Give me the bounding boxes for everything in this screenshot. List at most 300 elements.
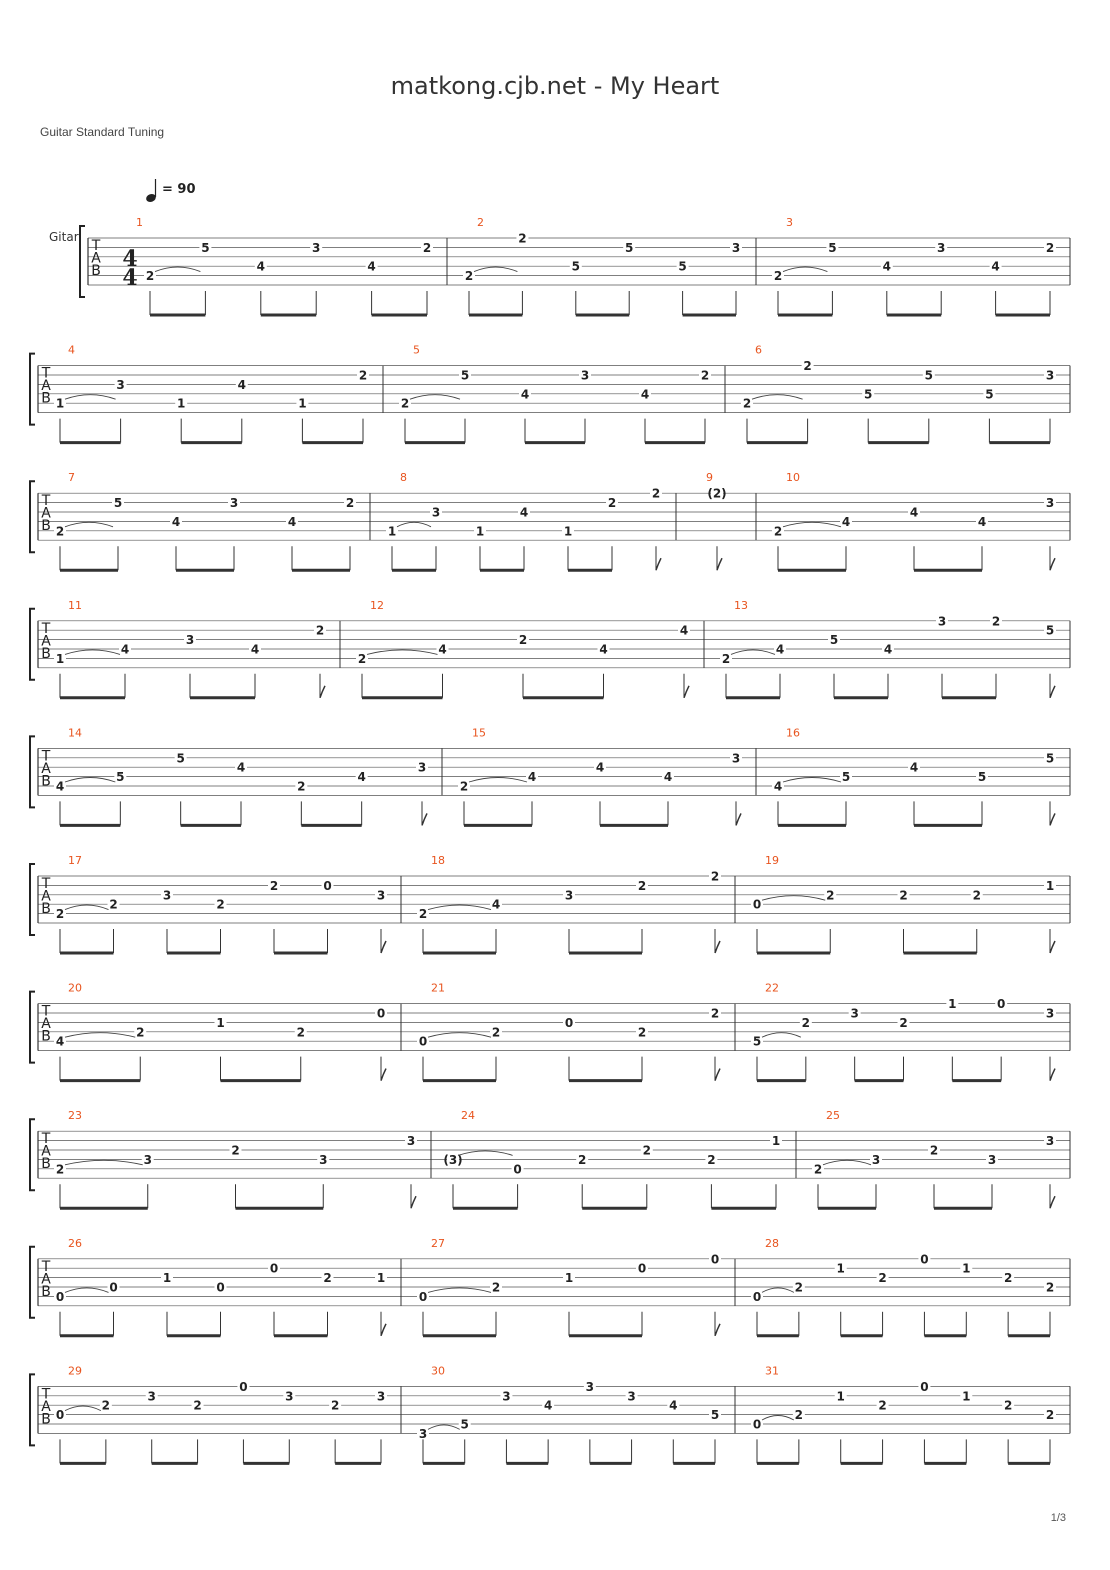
tie-arc: [65, 1033, 135, 1038]
fret-number: 1: [55, 651, 65, 666]
measure-number: 14: [68, 726, 82, 740]
fret-number: 5: [829, 633, 839, 648]
fret-number: 2: [607, 496, 617, 511]
measure-number: 5: [413, 343, 420, 357]
tie-arc: [65, 1160, 143, 1165]
fret-number: 0: [513, 1162, 522, 1177]
note-flag: [717, 558, 722, 570]
fret-number: 2: [358, 368, 368, 383]
fret-number: 4: [171, 514, 181, 529]
fret-number: 2: [55, 1162, 65, 1177]
tie-arc: [428, 905, 491, 910]
fret-number: 5: [460, 1417, 469, 1432]
measure-number: 1: [136, 216, 143, 229]
fret-number: 2: [136, 1025, 145, 1040]
fret-number: 2: [707, 1152, 716, 1167]
fret-number: 2: [813, 1162, 823, 1177]
fret-number: 2: [794, 1408, 804, 1423]
fret-number: 3: [285, 1389, 294, 1404]
fret-number: 5: [828, 240, 837, 255]
fret-number: 4: [775, 642, 785, 657]
tie-arc: [469, 778, 527, 783]
fret-number: 2: [578, 1152, 587, 1167]
fret-number: 0: [752, 1289, 762, 1304]
fret-number: 1: [387, 524, 397, 539]
measure-number: 25: [826, 1109, 840, 1123]
measure-number: 21: [431, 981, 445, 995]
measure-number: 31: [765, 1364, 779, 1378]
fret-number: 2: [700, 368, 710, 383]
fret-number: 4: [909, 760, 919, 775]
fret-number: 3: [1045, 1006, 1055, 1021]
fret-number: 2: [710, 1006, 720, 1021]
tab-clef-letter: B: [41, 1028, 51, 1045]
measure-number: 16: [786, 726, 800, 740]
system-bracket: [30, 736, 35, 807]
tab-clef-letter: A: [41, 1016, 51, 1033]
fret-number: 3: [731, 240, 741, 255]
system-bracket: [30, 992, 35, 1063]
fret-number: 0: [55, 1408, 65, 1423]
fret-number: 2: [459, 779, 469, 794]
fret-number: 2: [637, 878, 647, 893]
measure-number: 19: [765, 854, 779, 867]
fret-number: 5: [571, 259, 580, 274]
fret-number: 3: [312, 240, 321, 255]
fret-number: 2: [773, 524, 783, 539]
fret-number: 3: [731, 751, 741, 766]
fret-number: (2): [707, 486, 727, 501]
fret-number: 2: [721, 651, 731, 666]
measure-number: 12: [370, 598, 384, 612]
fret-number: 1: [162, 1271, 172, 1286]
fret-number: 5: [1045, 751, 1055, 766]
tab-system: [49, 216, 1070, 315]
fret-number: 3: [937, 240, 946, 255]
tie-arc: [65, 778, 115, 783]
fret-number: 3: [418, 1426, 428, 1441]
fret-number: 3: [376, 1389, 386, 1404]
fret-number: 2: [193, 1398, 202, 1413]
fret-number: 3: [229, 496, 239, 511]
tie-arc: [428, 1425, 460, 1430]
note-flag: [1050, 558, 1055, 570]
fret-number: 0: [920, 1379, 929, 1394]
fret-number: 0: [55, 1289, 65, 1304]
tie-arc: [762, 1033, 801, 1038]
fret-number: 4: [663, 770, 673, 785]
fret-number: 2: [1045, 1280, 1055, 1295]
fret-number: 0: [752, 897, 762, 912]
measure-number: 28: [765, 1236, 779, 1250]
tab-clef-letter: T: [41, 1131, 51, 1148]
fret-number: 3: [1045, 1134, 1055, 1149]
fret-number: 0: [376, 1006, 386, 1021]
tie-arc: [155, 267, 200, 272]
fret-number: 2: [55, 524, 65, 539]
tab-clef-letter: B: [41, 1283, 51, 1300]
measure-number: 22: [765, 981, 779, 995]
fret-number: 4: [519, 505, 529, 520]
tab-clef-letter: T: [41, 1258, 51, 1275]
fret-number: 1: [836, 1261, 845, 1276]
fret-number: 1: [376, 1271, 386, 1286]
tab-clef-letter: T: [41, 620, 51, 637]
fret-number: 3: [850, 1006, 859, 1021]
tab-system: [30, 1109, 1070, 1208]
tab-clef-letter: T: [91, 238, 101, 254]
note-flag: [1050, 941, 1055, 953]
fret-number: 2: [422, 240, 432, 255]
fret-number: 4: [256, 259, 265, 274]
tie-arc: [783, 778, 841, 783]
fret-number: 3: [1045, 496, 1055, 511]
fret-number: 5: [841, 770, 851, 785]
fret-number: 2: [101, 1398, 111, 1413]
measure-number: 29: [68, 1364, 82, 1378]
note-flag: [715, 941, 720, 953]
fret-number: 5: [710, 1408, 720, 1423]
measure-number: 3: [786, 216, 793, 229]
tab-clef-letter: B: [91, 263, 101, 279]
measure-number: 23: [68, 1109, 82, 1123]
fret-number: 4: [55, 1034, 65, 1049]
fret-number: 2: [1045, 240, 1055, 255]
system-bracket: [80, 226, 85, 297]
fret-number: 4: [527, 770, 537, 785]
fret-number: 1: [563, 524, 573, 539]
tab-clef-letter: T: [41, 1386, 51, 1403]
fret-number: 3: [406, 1134, 416, 1149]
fret-number: 2: [972, 888, 981, 903]
note-flag: [1050, 1196, 1055, 1208]
note-flag: [381, 1069, 386, 1081]
fret-number: 5: [985, 387, 994, 402]
fret-number: 5: [678, 259, 687, 274]
fret-number: 2: [826, 888, 835, 903]
note-flag: [715, 1069, 720, 1081]
fret-number: 4: [287, 514, 297, 529]
fret-number: 4: [357, 770, 366, 785]
fret-number: 5: [864, 387, 873, 402]
fret-number: 0: [564, 1015, 574, 1030]
note-flag: [656, 558, 661, 570]
fret-number: 3: [585, 1379, 595, 1394]
fret-number: 2: [899, 888, 908, 903]
tie-arc: [65, 905, 109, 910]
fret-number: 2: [642, 1143, 651, 1158]
measure-number: 4: [68, 343, 75, 357]
note-flag: [1050, 813, 1055, 825]
fret-number: 2: [637, 1025, 647, 1040]
fret-number: 0: [418, 1034, 428, 1049]
fret-number: 2: [878, 1398, 887, 1413]
fret-number: 4: [237, 377, 246, 392]
fret-number: 0: [710, 1252, 720, 1267]
fret-number: 5: [113, 496, 123, 511]
tie-arc: [458, 1151, 513, 1156]
tab-clef-letter: B: [41, 773, 51, 790]
fret-number: 1: [216, 1015, 225, 1030]
fret-number: 0: [996, 997, 1006, 1012]
fret-number: 0: [239, 1379, 248, 1394]
measure-number: 2: [477, 216, 484, 229]
tab-clef-letter: T: [41, 1003, 51, 1020]
system-bracket: [30, 864, 35, 935]
tab-clef-letter: B: [41, 518, 51, 535]
tie-arc: [823, 1160, 871, 1165]
note-flag: [1050, 1069, 1055, 1081]
tab-system: [30, 1237, 1070, 1336]
fret-number: 2: [109, 897, 118, 912]
fret-number: 4: [977, 514, 987, 529]
instrument-label: Gitar: [49, 230, 79, 244]
tie-arc: [65, 1406, 101, 1411]
fret-number: 2: [345, 496, 355, 511]
tie-arc: [65, 650, 120, 655]
fret-number: 2: [400, 396, 410, 411]
tie-arc: [752, 395, 803, 400]
fret-number: 1: [962, 1261, 971, 1276]
note-flag: [411, 1196, 416, 1208]
fret-number: 4: [367, 259, 376, 274]
fret-number: 5: [625, 240, 634, 255]
system-bracket: [30, 609, 35, 680]
note-flag: [320, 686, 325, 698]
fret-number: 2: [518, 231, 527, 246]
fret-number: 3: [502, 1389, 511, 1404]
tab-clef-letter: A: [41, 1143, 51, 1160]
fret-number: 2: [315, 623, 325, 638]
fret-number: (3): [443, 1152, 463, 1167]
fret-number: 2: [357, 651, 367, 666]
fret-number: 0: [216, 1280, 225, 1295]
fret-number: 4: [679, 623, 689, 638]
tab-clef-letter: A: [41, 888, 51, 905]
fret-number: 2: [991, 614, 1001, 629]
fret-number: 4: [120, 642, 130, 657]
system-bracket: [30, 481, 35, 552]
tab-clef-letter: B: [41, 390, 51, 407]
fret-number: 5: [1045, 623, 1055, 638]
fret-number: 3: [417, 760, 427, 775]
fret-number: 2: [1003, 1398, 1013, 1413]
fret-number: 4: [882, 259, 891, 274]
fret-number: 0: [920, 1252, 929, 1267]
fret-number: 4: [841, 514, 851, 529]
tab-clef-letter: A: [91, 250, 101, 267]
fret-number: 3: [937, 614, 947, 629]
fret-number: 1: [55, 396, 65, 411]
fret-number: 2: [216, 897, 225, 912]
tab-clef-letter: A: [41, 505, 51, 522]
fret-number: 3: [580, 368, 590, 383]
tab-clef-letter: A: [41, 1271, 51, 1288]
measure-number: 15: [472, 726, 486, 740]
fret-number: 2: [773, 269, 783, 284]
fret-number: 0: [323, 878, 332, 893]
fret-number: 3: [627, 1389, 636, 1404]
fret-number: 2: [899, 1015, 908, 1030]
tie-arc: [474, 267, 517, 272]
tie-arc: [762, 1416, 794, 1421]
fret-number: 3: [185, 633, 195, 648]
measure-number: 20: [68, 981, 82, 995]
system-bracket: [30, 1247, 35, 1318]
fret-number: 2: [231, 1143, 240, 1158]
fret-number: 4: [543, 1398, 553, 1413]
fret-number: 4: [991, 259, 1000, 274]
fret-number: 3: [564, 888, 574, 903]
fret-number: 3: [871, 1152, 881, 1167]
system-bracket: [30, 1119, 35, 1190]
fret-number: 2: [794, 1280, 804, 1295]
tie-arc: [65, 522, 113, 527]
fret-number: 1: [771, 1134, 781, 1149]
fret-number: 3: [376, 888, 386, 903]
fret-number: 2: [651, 486, 661, 501]
fret-number: 3: [987, 1152, 997, 1167]
tab-clef-letter: A: [41, 633, 51, 650]
tab-clef-letter: B: [41, 1156, 51, 1173]
fret-number: 2: [929, 1143, 939, 1158]
fret-number: 4: [595, 760, 605, 775]
fret-number: 2: [1003, 1271, 1013, 1286]
tab-system: [30, 599, 1070, 698]
tab-clef-letter: A: [41, 760, 51, 777]
fret-number: 3: [431, 505, 441, 520]
fret-number: 3: [116, 377, 125, 392]
tempo-marking: [145, 179, 196, 203]
tuning-label: Guitar Standard Tuning: [40, 125, 165, 139]
fret-number: 4: [909, 505, 919, 520]
fret-number: 1: [836, 1389, 845, 1404]
fret-number: 4: [773, 779, 783, 794]
fret-number: 2: [297, 779, 306, 794]
fret-number: 4: [438, 642, 447, 657]
tab-clef-letter: B: [41, 645, 51, 662]
fret-number: 1: [564, 1271, 574, 1286]
measure-number: 18: [431, 854, 445, 867]
tab-system: [30, 854, 1070, 953]
measure-number: 13: [734, 598, 748, 612]
measure-number: 8: [400, 471, 407, 485]
fret-number: 2: [518, 633, 528, 648]
tie-arc: [762, 896, 825, 901]
fret-number: 4: [883, 642, 893, 657]
fret-number: 2: [742, 396, 752, 411]
fret-number: 3: [147, 1389, 156, 1404]
page-number: 1/3: [1050, 1512, 1066, 1524]
time-signature-bottom: 4: [122, 265, 138, 291]
note-flag: [381, 941, 386, 953]
tie-arc: [397, 522, 431, 527]
tab-clef-letter: T: [41, 748, 51, 765]
time-signature-top: 4: [122, 246, 138, 272]
note-flag: [715, 1324, 720, 1336]
fret-number: 0: [752, 1417, 762, 1432]
fret-number: 5: [116, 770, 125, 785]
tab-clef-letter: B: [41, 1411, 51, 1428]
fret-number: 2: [491, 1025, 501, 1040]
tempo-value: = 90: [162, 182, 196, 197]
tie-arc: [65, 1288, 109, 1293]
tab-clef-letter: B: [41, 901, 51, 917]
system-bracket: [30, 354, 35, 425]
tie-arc: [783, 522, 841, 527]
measure-number: 17: [68, 854, 82, 867]
fret-number: 0: [269, 1261, 279, 1276]
fret-number: 4: [250, 642, 260, 657]
measure-number: 30: [431, 1364, 445, 1378]
fret-number: 4: [520, 387, 530, 402]
fret-number: 2: [55, 907, 65, 922]
fret-number: 1: [948, 997, 957, 1012]
fret-number: 2: [464, 269, 474, 284]
tab-clef-letter: A: [41, 1398, 51, 1415]
fret-number: 2: [1045, 1408, 1055, 1423]
measure-number: 7: [68, 471, 75, 485]
tie-arc: [783, 267, 827, 272]
note-flag: [1050, 686, 1055, 698]
tab-system: [30, 982, 1070, 1081]
system-bracket: [30, 1374, 35, 1445]
note-flag: [422, 813, 427, 825]
tab-system: [30, 1364, 1070, 1463]
note-flag: [736, 813, 741, 825]
fret-number: 2: [491, 1280, 501, 1295]
fret-number: 2: [710, 869, 720, 884]
note-flag: [684, 686, 689, 698]
fret-number: 2: [323, 1271, 332, 1286]
fret-number: 3: [319, 1152, 328, 1167]
fret-number: 4: [55, 779, 65, 794]
measure-number: 26: [68, 1236, 82, 1250]
fret-number: 2: [145, 269, 155, 284]
tie-arc: [762, 1288, 794, 1293]
measure-number: 11: [68, 598, 82, 612]
tab-clef-letter: T: [41, 365, 51, 382]
fret-number: 2: [330, 1398, 340, 1413]
measure-number: 10: [786, 471, 800, 485]
fret-number: 3: [1045, 368, 1055, 383]
fret-number: 4: [599, 642, 608, 657]
fret-number: 5: [752, 1034, 762, 1049]
fret-number: 1: [1045, 878, 1055, 893]
fret-number: 5: [924, 368, 933, 383]
tie-arc: [410, 395, 460, 400]
tab-system: [30, 344, 1070, 443]
fret-number: 5: [460, 368, 470, 383]
fret-number: 1: [962, 1389, 971, 1404]
fret-number: 2: [296, 1025, 305, 1040]
tab-clef-letter: A: [41, 378, 51, 395]
tie-arc: [731, 650, 775, 655]
measure-number: 6: [755, 343, 762, 357]
measure-number: 27: [431, 1236, 445, 1250]
tie-arc: [428, 1288, 491, 1293]
tab-system: [30, 471, 1070, 570]
fret-number: 5: [977, 770, 987, 785]
fret-number: 2: [801, 1015, 811, 1030]
fret-number: 0: [109, 1280, 118, 1295]
fret-number: 0: [637, 1261, 647, 1276]
fret-number: 2: [878, 1271, 887, 1286]
fret-number: 1: [475, 524, 485, 539]
tab-clef-letter: T: [41, 493, 51, 510]
tie-arc: [428, 1033, 491, 1038]
fret-number: 3: [143, 1152, 152, 1167]
